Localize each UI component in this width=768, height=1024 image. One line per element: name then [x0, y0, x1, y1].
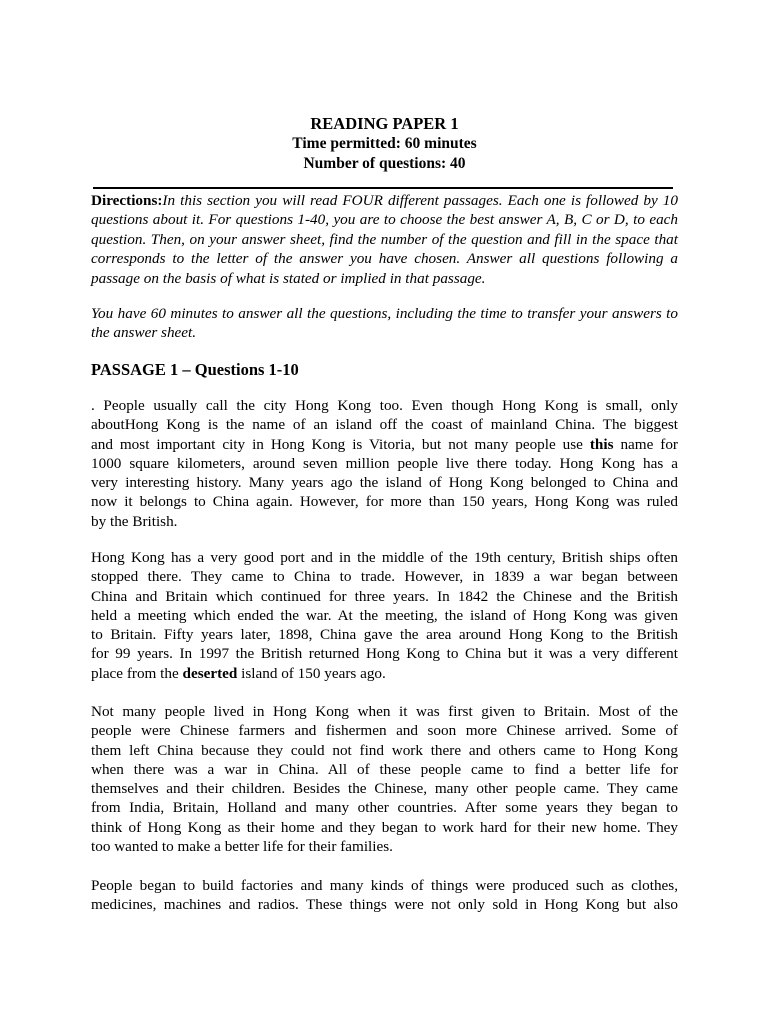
- paragraph-line: themselves and their children. Besides the Chinese, many other people came. They came: [91, 780, 678, 798]
- paragraph-line: from India, Britain, Holland and many other countries. After some years they began to: [91, 799, 678, 817]
- passage-paragraph-1: [91, 396, 678, 531]
- paragraph-line: people were Chinese farmers and fishermen and soon more Chinese arrived. Some of: [91, 722, 678, 740]
- time-permitted: Time permitted: 60 minutes: [292, 135, 477, 152]
- passage-heading: PASSAGE 1 – Questions 1-10: [91, 360, 299, 379]
- passage-paragraph-4: [91, 876, 678, 915]
- line-text: island of 150 years ago.: [237, 664, 386, 682]
- paragraph-line: [91, 664, 678, 683]
- paragraph-line: China and Britain which continued for three years. In 1842 the Chinese and the British: [91, 587, 678, 605]
- paragraph-line: Hong Kong has a very good port and in the middle of the 19th century, British ships often: [91, 549, 678, 566]
- paragraph-line: for 99 years. In 1997 the British returned Hong Kong to China but it was a very different: [91, 645, 678, 663]
- passage-paragraph-3: [91, 702, 678, 856]
- directions-text: In this section you will read FOUR different passages. Each one is followed by 10 questions about it. For questions 1-40, you are to choose the best answer A, B, C or D, to each question. Then, on your answer sheet, find the number of the question and fill in the space that corresponds to the letter of the answer you have chosen. Answer all questions following a passage on the basis of what is stated or implied in that passage.: [91, 192, 678, 287]
- paragraph-line: medicines, machines and radios. These things were not only sold in Hong Kong but also: [91, 896, 678, 914]
- paragraph-line: to Britain. Fifty years later, 1898, China gave the area around Hong Kong to the British: [91, 626, 678, 644]
- paragraph-line: [91, 435, 678, 454]
- question-count: Number of questions: 40: [303, 155, 466, 172]
- paragraph-line: aboutHong Kong is the name of an island off the coast of mainland China. The biggest: [91, 416, 678, 434]
- header-divider: [93, 187, 673, 189]
- paragraph-line: now it belongs to China again. However, for more than 150 years, Hong Kong was ruled: [91, 493, 678, 511]
- paragraph-line: by the British.: [91, 512, 178, 530]
- paragraph-line: . People usually call the city Hong Kong too. Even though Hong Kong is small, only: [91, 397, 678, 414]
- paragraph-line: very interesting history. Many years ago the island of Hong Kong belonged to China and: [91, 474, 678, 492]
- bold-word-deserted: deserted: [182, 664, 238, 682]
- paragraph-line: think of Hong Kong as their home and they began to work hard for their new home. They: [91, 818, 678, 836]
- paragraph-line: stopped there. They came to China to trade. However, in 1839 a war began between: [91, 568, 678, 586]
- paragraph-line: when there was a war in China. All of these people came to find a better life for: [91, 760, 678, 778]
- directions-paragraph: [91, 191, 678, 288]
- paragraph-line: People began to build factories and many kinds of things were produced such as clothes,: [91, 877, 678, 894]
- paper-title: READING PAPER 1: [310, 114, 459, 133]
- bold-word-this: this: [589, 435, 614, 453]
- line-text: name for: [613, 435, 678, 453]
- paragraph-line: too wanted to make a better life for their families.: [91, 838, 393, 856]
- paragraph-line: Not many people lived in Hong Kong when it was first given to Britain. Most of the: [91, 703, 678, 720]
- time-note: You have 60 minutes to answer all the questions, including the time to transfer your answers to the answer sheet.: [91, 305, 678, 342]
- line-text: place from the: [91, 664, 183, 682]
- paragraph-line: them left China because they could not find work there and others came to Hong Kong: [91, 741, 678, 759]
- passage-paragraph-2: [91, 548, 678, 683]
- paragraph-line: held a meeting which ended the war. At the meeting, the island of Hong Kong was given: [91, 606, 678, 624]
- directions-label: Directions:: [91, 192, 163, 209]
- paragraph-line: 1000 square kilometers, around seven million people live there today. Hong Kong has a: [91, 454, 678, 472]
- line-text: and most important city in Hong Kong is Vitoria, but not many people use: [91, 435, 590, 453]
